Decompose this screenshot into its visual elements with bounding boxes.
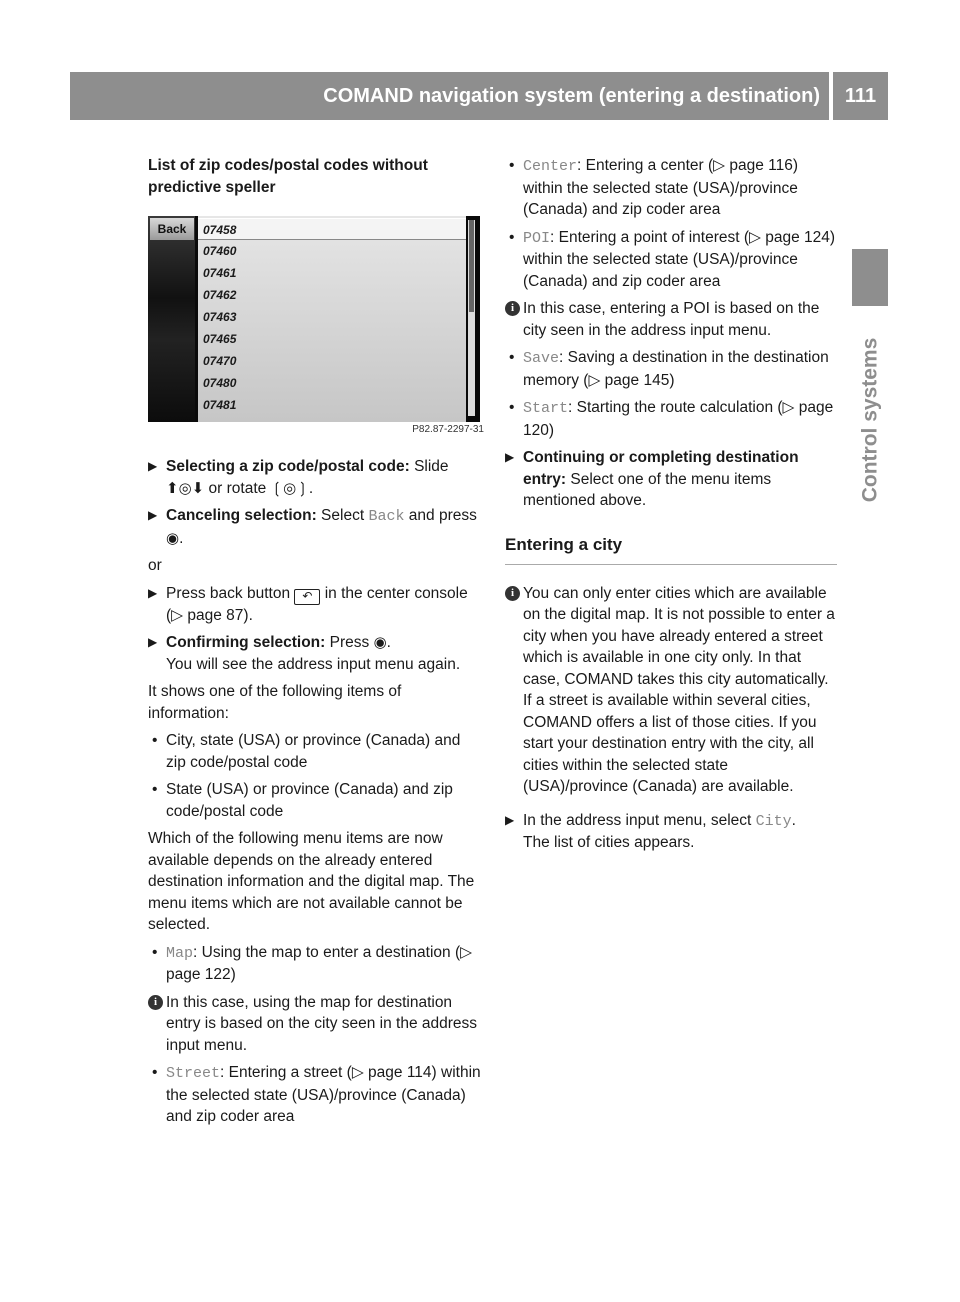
bullet-poi: • POI: Entering a point of interest (▷ page 124) within the selected state (USA)/province (Canada) and zip coder area: [509, 228, 836, 290]
paragraph-which: Which of the following menu items are now available depends on the already entered destination information and the digital map. The menu items which are not available cannot be selected.: [148, 830, 475, 933]
press-controller-icon: ◉: [166, 529, 180, 547]
info-icon: i: [505, 586, 520, 601]
step-select-zip: ▶ Selecting a zip code/postal code: Slide ⬆◎⬇ or rotate ❲◎❳.: [148, 456, 484, 499]
zip-code-item[interactable]: 07470: [203, 354, 237, 368]
display-screenshot: [148, 216, 480, 422]
page-title: COMAND navigation system (entering a destination): [323, 85, 820, 107]
image-caption: P82.87-2297-31: [412, 424, 484, 435]
slide-controller-icon: ⬆◎⬇: [166, 479, 205, 497]
section-label: Control systems: [858, 337, 882, 503]
back-button[interactable]: Back: [150, 218, 194, 240]
bullet-start: • Start: Starting the route calculation (▷ page 120): [509, 399, 834, 439]
zip-code-item[interactable]: 07460: [203, 244, 237, 258]
bullet-item: • State (USA) or province (Canada) and zip code/postal code: [152, 781, 453, 820]
step-select-city: ▶ In the address input menu, select City. The list of cities appears.: [505, 811, 796, 851]
bullet-item: • City, state (USA) or province (Canada) and zip code/postal code: [152, 732, 461, 771]
section-heading: Entering a city: [505, 534, 837, 565]
step-arrow-icon: ▶: [148, 508, 158, 522]
list-heading: List of zip codes/postal codes without predictive speller: [148, 157, 428, 196]
screen-sidebar: [148, 216, 195, 422]
zip-code-item[interactable]: 07480: [203, 376, 237, 390]
page-number: 111: [844, 85, 877, 107]
step-confirm-selection: ▶ Confirming selection: Press ◉. You will see the address input menu again.: [148, 634, 461, 673]
info-icon: i: [505, 301, 520, 316]
press-controller-icon: ◉: [373, 634, 387, 651]
left-column: [148, 155, 484, 1134]
zip-code-item[interactable]: 07461: [203, 266, 237, 280]
bullet-map: • Map: Using the map to enter a destination (▷ page 122): [152, 943, 473, 983]
step-cancel-selection: ▶ Canceling selection: Select Back and press ◉.: [148, 505, 484, 549]
section-tab: [852, 249, 888, 306]
back-key-icon: ↶: [294, 589, 320, 605]
zip-code-item[interactable]: 07465: [203, 332, 237, 346]
scrollbar-thumb[interactable]: [469, 220, 474, 312]
step-arrow-icon: ▶: [148, 635, 158, 649]
step-continue: ▶ Continuing or completing destination entry: Select one of the menu items mentioned above.: [505, 449, 799, 509]
zip-code-item[interactable]: 07481: [203, 398, 237, 412]
step-arrow-icon: ▶: [148, 459, 158, 473]
zip-code-item[interactable]: 07463: [203, 310, 237, 324]
info-note: i In this case, using the map for destination entry is based on the city seen in the address input menu.: [148, 992, 484, 1057]
info-icon: i: [148, 995, 163, 1010]
bullet-save: • Save: Saving a destination in the destination memory (▷ page 145): [509, 349, 829, 389]
rotate-controller-icon: ❲◎❳: [270, 479, 309, 497]
step-back-button: ▶ Press back button ↶ in the center console (▷ page 87).: [148, 584, 468, 624]
bullet-street: • Street: Entering a street (▷ page 114) within the selected state (USA)/province (Canada) and zip coder area: [152, 1064, 481, 1125]
step-arrow-icon: ▶: [505, 450, 515, 464]
or-text: or: [148, 557, 162, 574]
zip-code-item[interactable]: 07462: [203, 288, 237, 302]
right-column: [505, 155, 837, 860]
zip-code-item[interactable]: 07458: [198, 218, 466, 240]
step-arrow-icon: ▶: [505, 812, 515, 827]
step-arrow-icon: ▶: [148, 585, 158, 600]
info-note: i In this case, entering a POI is based on the city seen in the address input menu.: [505, 298, 837, 341]
bullet-center: • Center: Entering a center (▷ page 116) within the selected state (USA)/province (Canada) and zip coder area: [509, 157, 799, 218]
info-note: i You can only enter cities which are available on the digital map. It is not possible to enter a city when you have already entered a street which is available in one city only. In that case, COMAND takes this city automatically. If a street is available within several cities, COMAND offers a list of those cities. If you start your destination entry with the city, all cities within the selected state (USA)/province (Canada) are available.: [505, 583, 837, 798]
zip-code-list: [198, 216, 466, 422]
paragraph-shows: It shows one of the following items of information:: [148, 683, 402, 722]
